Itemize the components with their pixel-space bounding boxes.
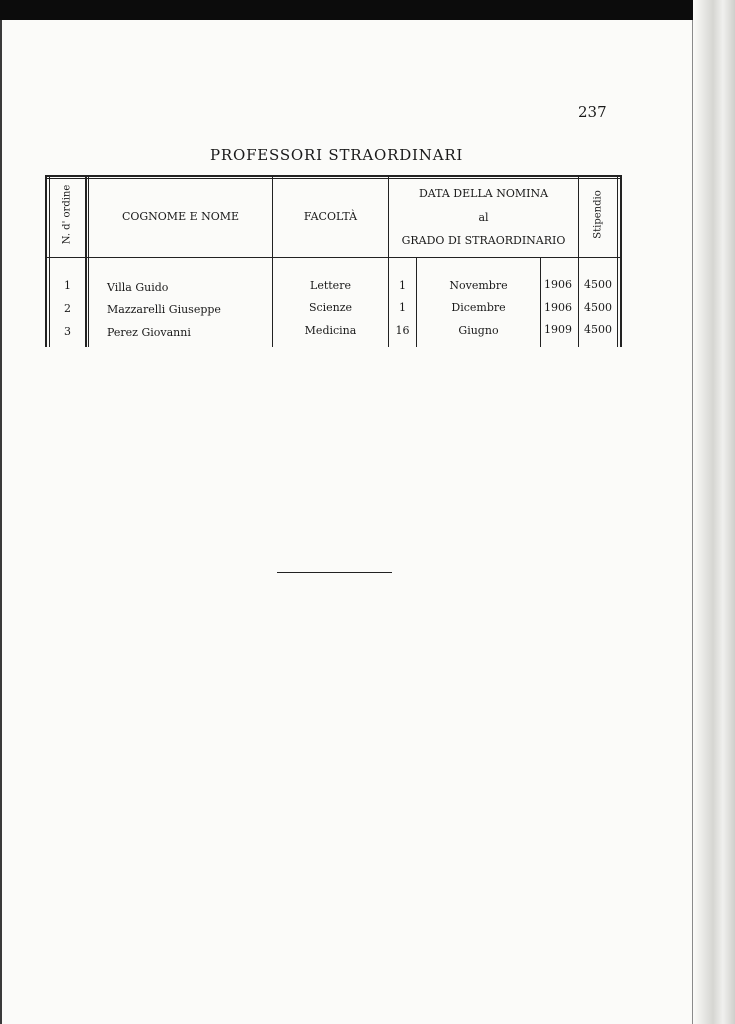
row3-nome: Perez Giovanni [107,326,191,339]
row2-stipendio: 4500 [584,301,612,314]
row2-giorno: 1 [399,301,406,314]
row1-mese: Novembre [449,279,508,292]
row1-n: 1 [64,279,71,292]
closing-rule [277,572,392,573]
table-right-border [620,175,622,347]
col-sep-2 [272,175,273,347]
col-sep-4 [578,175,579,347]
col-sep-3 [388,175,389,347]
header-separator [45,257,622,258]
row2-nome: Mazzarelli Giuseppe [107,303,221,316]
col-sep-1 [85,175,87,347]
scan-left-edge [0,20,2,1024]
row1-giorno: 1 [399,279,406,292]
row1-anno: 1906 [544,278,572,291]
header-data-nomina-2: al [478,211,489,224]
table-left-border [45,175,47,347]
table-top-border-inner [45,178,622,179]
table-top-border [45,175,622,177]
row1-facolta: Lettere [310,279,351,292]
header-cognome-nome: COGNOME E NOME [121,210,240,223]
header-n-ordine: N. d' ordine [61,184,73,245]
header-stipendio: Stipendio [592,190,604,239]
row3-giorno: 16 [395,324,410,337]
header-facolta: FACOLTÀ [303,210,358,223]
professors-table [45,175,622,347]
row3-anno: 1909 [544,323,572,336]
page-number: 237 [578,103,607,121]
row2-anno: 1906 [544,301,572,314]
row1-nome: Villa Guido [107,281,169,294]
page-title: PROFESSORI STRAORDINARI [210,146,464,164]
scan-top-border [0,0,735,20]
row1-stipendio: 4500 [584,278,612,291]
row2-facolta: Scienze [308,301,353,314]
row2-mese: Dicembre [451,301,506,314]
table-right-border-inner [617,175,618,347]
row3-n: 3 [64,325,71,338]
header-data-nomina-3: GRADO DI STRAORDINARIO [401,234,566,247]
scan-right-edge [693,0,735,1024]
row3-stipendio: 4500 [584,323,612,336]
row3-mese: Giugno [458,324,499,337]
header-data-nomina-1: DATA DELLA NOMINA [418,187,549,200]
row2-n: 2 [64,302,71,315]
page-fold-line [692,20,693,1024]
row3-facolta: Medicina [304,324,357,337]
table-left-border-inner [49,175,50,347]
col-sep-1b [88,175,89,347]
